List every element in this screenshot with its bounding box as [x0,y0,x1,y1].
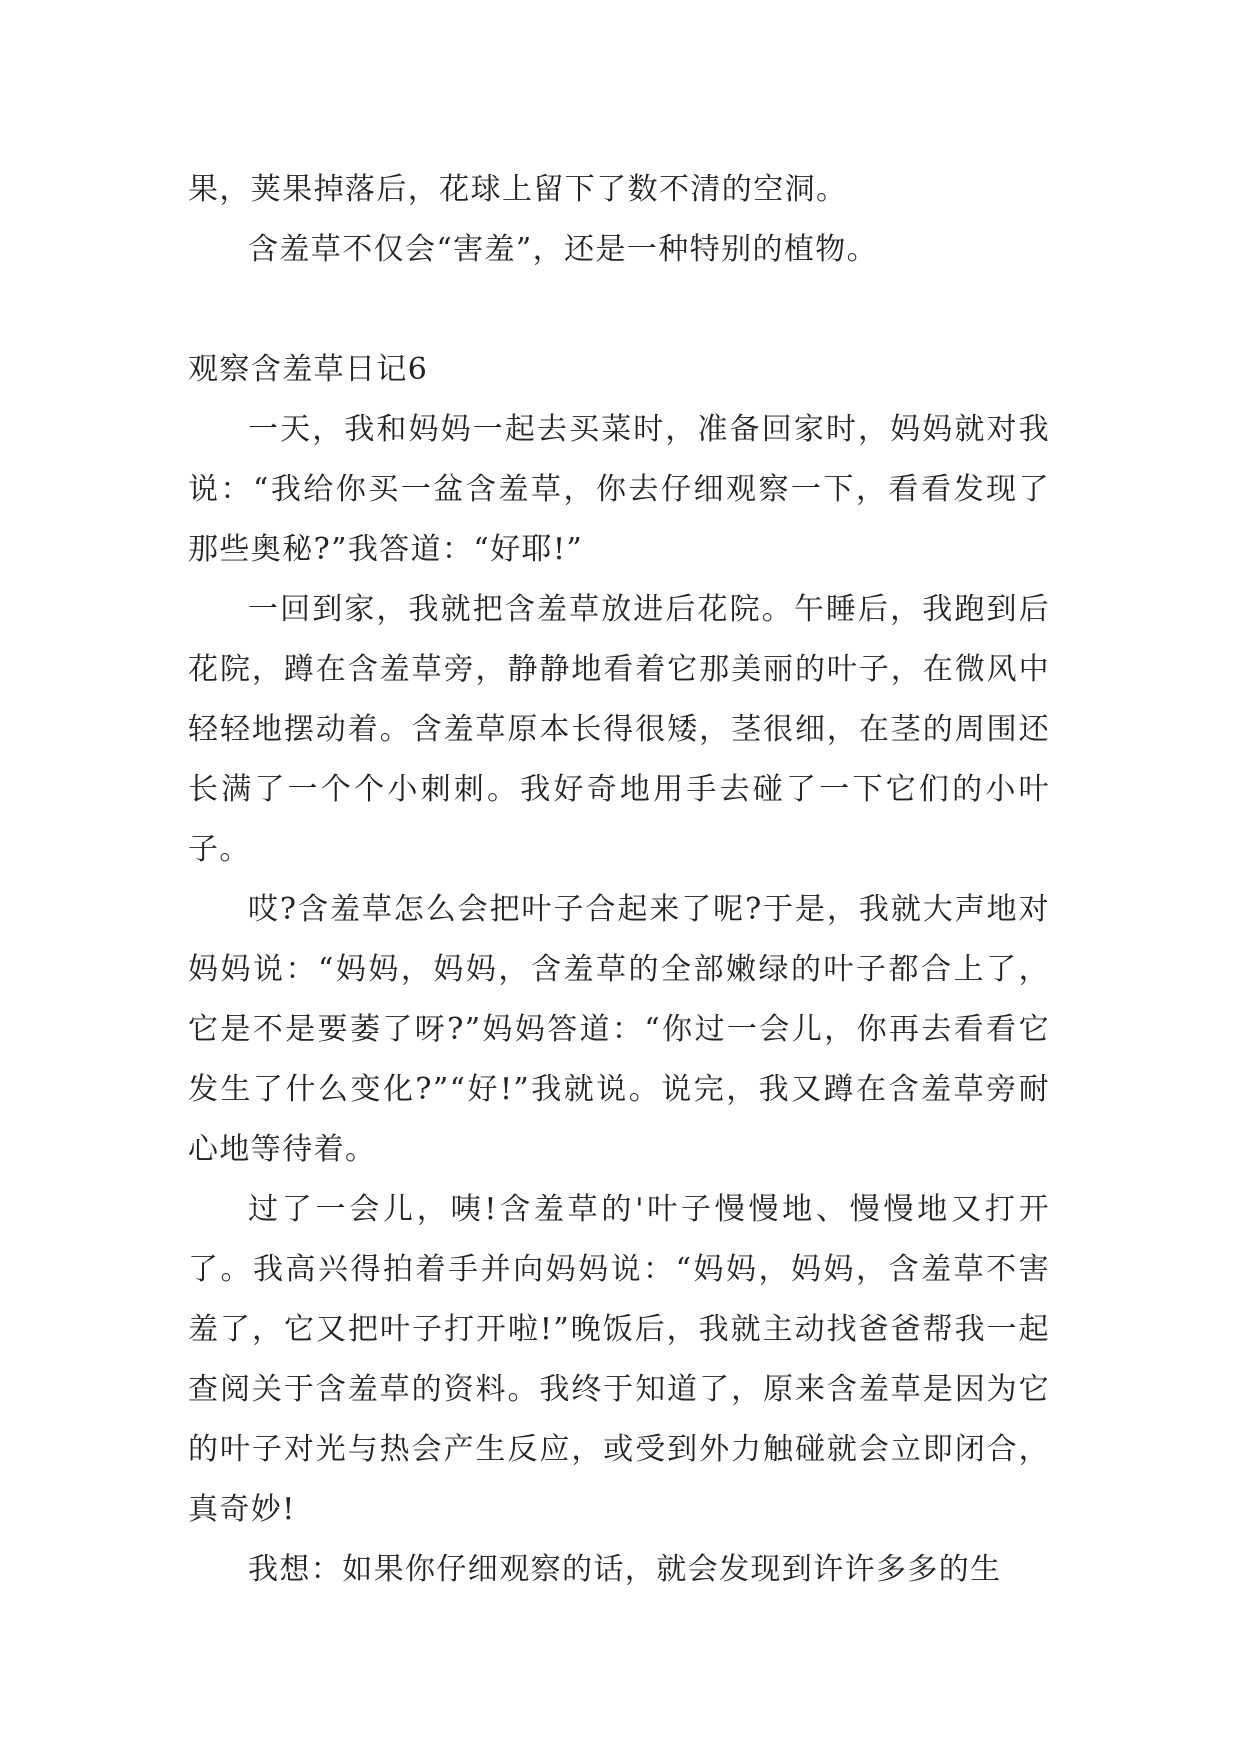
paragraph-continued: 果，荚果掉落后，花球上留下了数不清的空洞。 [188,172,848,207]
section-title: 观察含羞草日记6 [188,352,429,387]
paragraph: 一回到家，我就把含羞草放进后花院。午睡后，我跑到后花院，蹲在含羞草旁，静静地看着它那美丽的叶子，在微风中轻轻地摆动着。含羞草原本长得很矮，茎很细，在茎的周围还长满了一个个小刺刺。我好奇地用手去碰了一下它们的小叶子。 [188,592,1050,867]
section-gap [188,280,1050,340]
paragraph: 我想：如果你仔细观察的话，就会发现到许许多多的生 [248,1552,1002,1587]
paragraph: 哎?含羞草怎么会把叶子合起来了呢?于是，我就大声地对妈妈说：“妈妈，妈妈，含羞草的全部嫩绿的叶子都合上了，它是不是要萎了呀?”妈妈答道：“你过一会儿，你再去看看它发生了什么变化?”“好!”我就说。说完，我又蹲在含羞草旁耐心地等待着。 [188,892,1050,1167]
paragraph: 过了一会儿，咦!含羞草的'叶子慢慢地、慢慢地又打开了。我高兴得拍着手并向妈妈说：“妈妈，妈妈，含羞草不害羞了，它又把叶子打开啦!”晚饭后，我就主动找爸爸帮我一起查阅关于含羞草的资料。我终于知道了，原来含羞草是因为它的叶子对光与热会产生反应，或受到外力触碰就会立即闭合，真奇妙! [188,1192,1050,1527]
document-body [188,160,1050,1600]
paragraph: 一天，我和妈妈一起去买菜时，准备回家时，妈妈就对我说：“我给你买一盆含羞草，你去仔细观察一下，看看发现了那些奥秘?”我答道：“好耶!” [188,412,1050,567]
paragraph-summary: 含羞草不仅会“害羞”，还是一种特别的植物。 [248,232,879,267]
